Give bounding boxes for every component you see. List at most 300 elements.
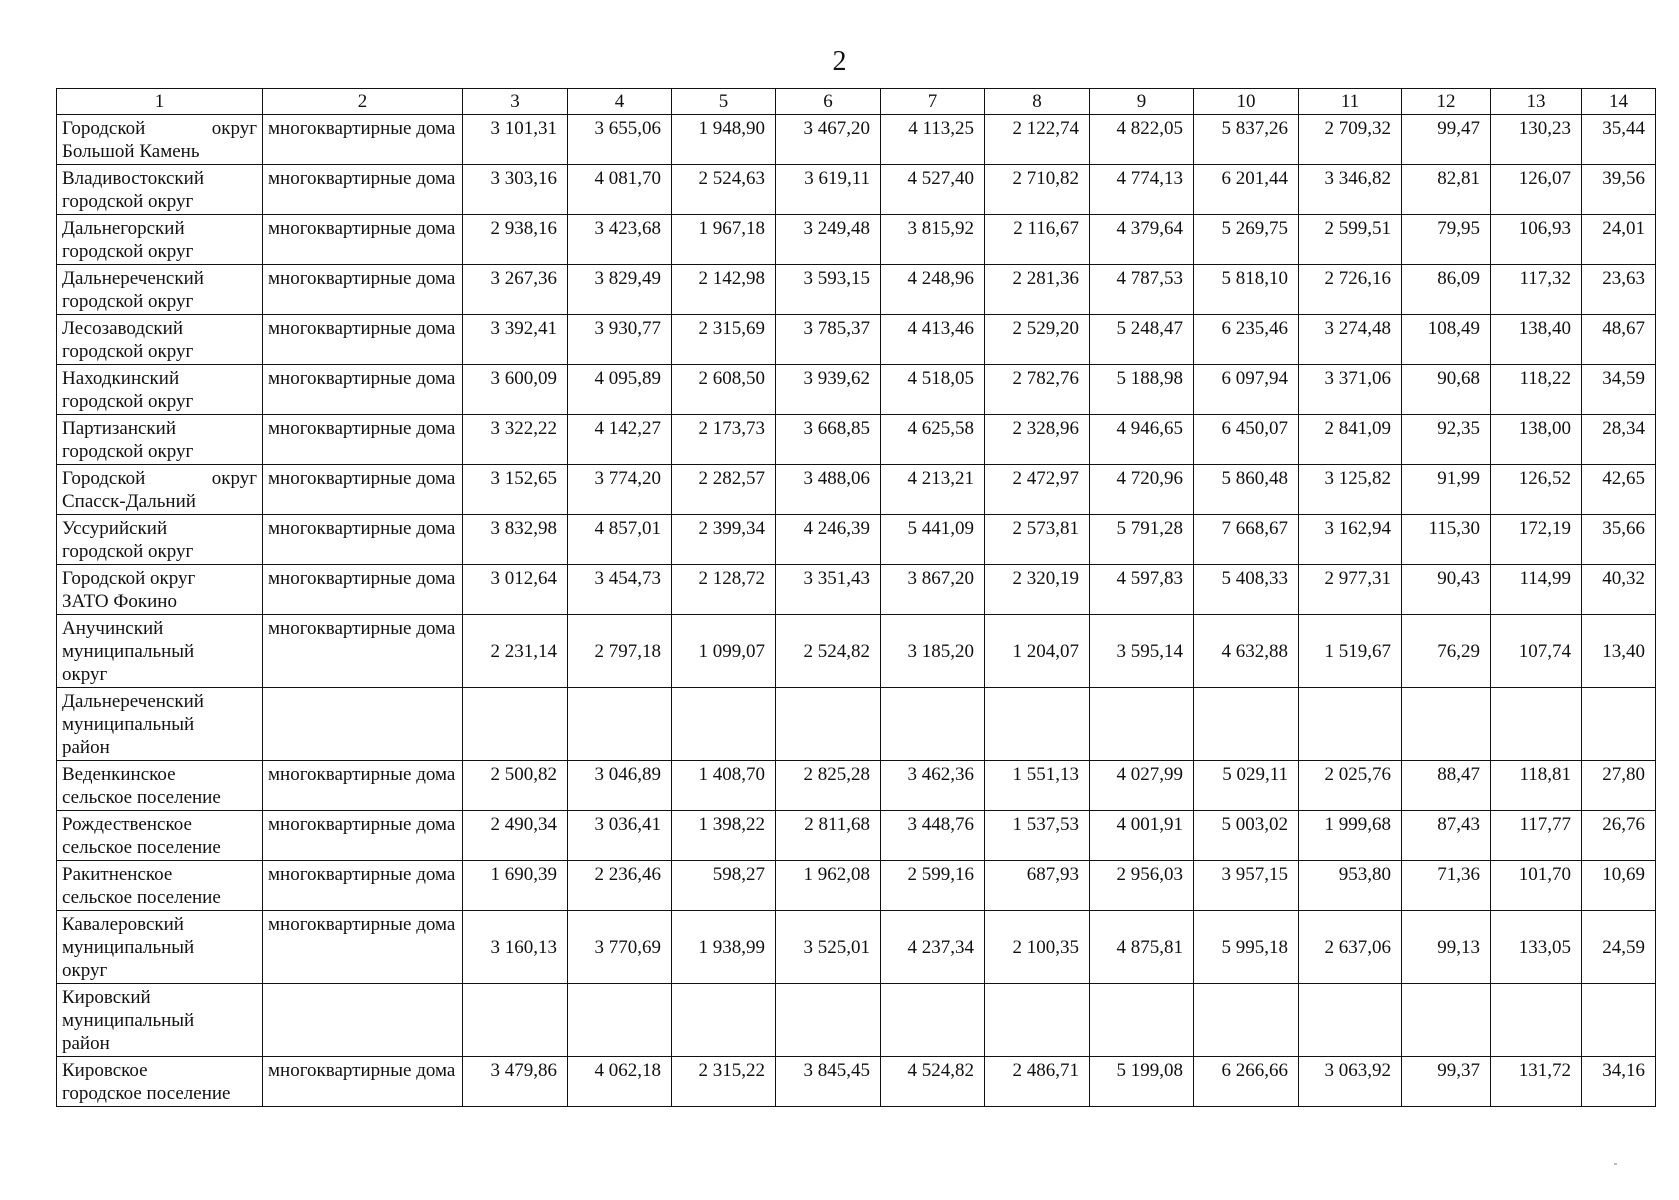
value-cell-col-10: 5 029,11 [1194,761,1299,811]
value-cell-col-7: 3 185,20 [881,615,985,688]
value-cell-col-8: 2 782,76 [985,365,1090,415]
municipality-name-line: Уссурийский [62,518,168,539]
value-cell-col-11: 1 999,68 [1299,811,1402,861]
value-cell-col-10 [1194,688,1299,761]
value-cell-col-7: 4 524,82 [881,1057,985,1107]
value-cell-col-9: 5 248,47 [1090,315,1194,365]
table-row [57,115,1656,165]
value-cell-col-11: 3 274,48 [1299,315,1402,365]
value-cell-col-5: 2 142,98 [672,265,776,315]
value-cell-col-7 [881,688,985,761]
value-cell-col-9: 4 379,64 [1090,215,1194,265]
value-cell-col-8: 2 116,67 [985,215,1090,265]
municipality-name-cell [57,315,263,365]
value-cell-col-13: 117,32 [1491,265,1582,315]
table-row [57,688,1656,761]
value-cell-col-6: 3 351,43 [776,565,881,615]
municipality-name-line: городской округ [62,191,194,212]
value-cell-col-9: 5 199,08 [1090,1057,1194,1107]
value-cell-col-7: 4 113,25 [881,115,985,165]
value-cell-col-14: 23,63 [1582,265,1656,315]
table-row [57,315,1656,365]
value-cell-col-10: 6 235,46 [1194,315,1299,365]
value-cell-col-14: 34,59 [1582,365,1656,415]
value-cell-col-10: 7 668,67 [1194,515,1299,565]
value-cell-col-3: 3 160,13 [463,911,568,984]
value-cell-col-10: 5 269,75 [1194,215,1299,265]
value-cell-col-5: 598,27 [672,861,776,911]
value-cell-col-14: 35,66 [1582,515,1656,565]
tariff-table [56,88,1656,1107]
value-cell-col-9: 4 001,91 [1090,811,1194,861]
value-cell-col-7 [881,984,985,1057]
municipality-name-line: Спасск-Дальний [62,491,196,512]
value-cell-col-11: 3 346,82 [1299,165,1402,215]
value-cell-col-6: 3 488,06 [776,465,881,515]
value-cell-col-9: 4 027,99 [1090,761,1194,811]
value-cell-col-5: 1 408,70 [672,761,776,811]
municipality-name-line: городской округ [62,291,194,312]
value-cell-col-3 [463,984,568,1057]
housing-type-cell [263,984,463,1057]
value-cell-col-13: 138,00 [1491,415,1582,465]
value-cell-col-8: 2 573,81 [985,515,1090,565]
table-row [57,365,1656,415]
value-cell-col-11: 2 977,31 [1299,565,1402,615]
table-header-row [57,89,1656,115]
value-cell-col-5 [672,688,776,761]
header-cell: 2 [263,89,463,115]
value-cell-col-12: 99,13 [1402,911,1491,984]
header-cell: 5 [672,89,776,115]
value-cell-col-3: 2 231,14 [463,615,568,688]
value-cell-col-13: 107,74 [1491,615,1582,688]
value-cell-col-10: 5 003,02 [1194,811,1299,861]
header-cell: 8 [985,89,1090,115]
table-body [57,89,1656,1107]
municipality-name-cell [57,515,263,565]
value-cell-col-13 [1491,688,1582,761]
value-cell-col-6: 3 668,85 [776,415,881,465]
scan-artifact [1614,1163,1617,1165]
value-cell-col-9: 4 720,96 [1090,465,1194,515]
value-cell-col-6: 4 246,39 [776,515,881,565]
value-cell-col-6 [776,688,881,761]
value-cell-col-9: 4 875,81 [1090,911,1194,984]
value-cell-col-11 [1299,984,1402,1057]
value-cell-col-8: 2 529,20 [985,315,1090,365]
value-cell-col-9: 4 597,83 [1090,565,1194,615]
housing-type-cell [263,688,463,761]
municipality-name-cell [57,215,263,265]
value-cell-col-6: 3 249,48 [776,215,881,265]
value-cell-col-13: 126,07 [1491,165,1582,215]
value-cell-col-7: 3 867,20 [881,565,985,615]
value-cell-col-7: 5 441,09 [881,515,985,565]
value-cell-col-5: 2 608,50 [672,365,776,415]
value-cell-col-14: 26,76 [1582,811,1656,861]
value-cell-col-9 [1090,688,1194,761]
municipality-name-line: район [62,737,110,758]
value-cell-col-14: 39,56 [1582,165,1656,215]
value-cell-col-11: 953,80 [1299,861,1402,911]
table-row [57,465,1656,515]
value-cell-col-3: 3 392,41 [463,315,568,365]
value-cell-col-12: 88,47 [1402,761,1491,811]
value-cell-col-13: 138,40 [1491,315,1582,365]
municipality-name-cell [57,465,263,515]
value-cell-col-7: 4 518,05 [881,365,985,415]
value-cell-col-6: 3 593,15 [776,265,881,315]
value-cell-col-6: 2 524,82 [776,615,881,688]
value-cell-col-5: 2 173,73 [672,415,776,465]
value-cell-col-13: 118,22 [1491,365,1582,415]
value-cell-col-8: 2 486,71 [985,1057,1090,1107]
municipality-name-line: район [62,1033,110,1054]
municipality-name-line: муниципальный [62,714,195,735]
housing-type-cell: многоквартирные дома [263,465,463,515]
value-cell-col-11: 2 599,51 [1299,215,1402,265]
value-cell-col-6: 3 467,20 [776,115,881,165]
value-cell-col-12: 115,30 [1402,515,1491,565]
value-cell-col-5: 2 524,63 [672,165,776,215]
value-cell-col-12: 76,29 [1402,615,1491,688]
municipality-name-line: ЗАТО Фокино [62,591,177,612]
value-cell-col-4: 4 081,70 [568,165,672,215]
municipality-name-line: Кировское [62,1060,148,1081]
value-cell-col-12: 79,95 [1402,215,1491,265]
value-cell-col-9: 4 787,53 [1090,265,1194,315]
value-cell-col-13: 126,52 [1491,465,1582,515]
municipality-name-line: округ [62,960,108,981]
housing-type-cell: многоквартирные дома [263,811,463,861]
value-cell-col-10: 6 201,44 [1194,165,1299,215]
municipality-name-cell [57,761,263,811]
municipality-name-line: Большой Камень [62,141,200,162]
value-cell-col-9: 5 791,28 [1090,515,1194,565]
municipality-name-line: Рождественское [62,814,192,835]
municipality-name-line: Веденкинское [62,764,176,785]
housing-type-cell: многоквартирные дома [263,115,463,165]
municipality-name-line: Дальнереченский [62,691,204,712]
value-cell-col-14: 13,40 [1582,615,1656,688]
value-cell-col-13: 101,70 [1491,861,1582,911]
value-cell-col-8: 1 537,53 [985,811,1090,861]
value-cell-col-7: 3 462,36 [881,761,985,811]
value-cell-col-7: 4 213,21 [881,465,985,515]
value-cell-col-5: 1 967,18 [672,215,776,265]
header-cell: 6 [776,89,881,115]
value-cell-col-13: 133,05 [1491,911,1582,984]
value-cell-col-8: 2 100,35 [985,911,1090,984]
value-cell-col-13: 130,23 [1491,115,1582,165]
value-cell-col-10: 4 632,88 [1194,615,1299,688]
value-cell-col-4: 3 046,89 [568,761,672,811]
value-cell-col-10: 3 957,15 [1194,861,1299,911]
municipality-name-cell [57,861,263,911]
table-row [57,165,1656,215]
value-cell-col-4: 2 797,18 [568,615,672,688]
header-cell: 1 [57,89,263,115]
value-cell-col-5: 1 099,07 [672,615,776,688]
municipality-name-cell [57,265,263,315]
value-cell-col-6: 2 825,28 [776,761,881,811]
municipality-name-line: муниципальный [62,937,195,958]
municipality-name-cell [57,115,263,165]
value-cell-col-6: 3 785,37 [776,315,881,365]
value-cell-col-3: 2 938,16 [463,215,568,265]
housing-type-cell: многоквартирные дома [263,165,463,215]
municipality-name-cell [57,911,263,984]
value-cell-col-3: 1 690,39 [463,861,568,911]
value-cell-col-3: 3 322,22 [463,415,568,465]
value-cell-col-14: 42,65 [1582,465,1656,515]
housing-type-cell: многоквартирные дома [263,1057,463,1107]
value-cell-col-13: 131,72 [1491,1057,1582,1107]
value-cell-col-10: 6 450,07 [1194,415,1299,465]
value-cell-col-10: 5 408,33 [1194,565,1299,615]
value-cell-col-14 [1582,984,1656,1057]
municipality-name-line: Кавалеровский [62,914,184,935]
value-cell-col-13: 118,81 [1491,761,1582,811]
municipality-name-line: городской округ [62,391,194,412]
municipality-name-cell [57,415,263,465]
municipality-name-cell [57,165,263,215]
value-cell-col-14 [1582,688,1656,761]
value-cell-col-11: 3 162,94 [1299,515,1402,565]
table-row [57,515,1656,565]
value-cell-col-12: 90,68 [1402,365,1491,415]
value-cell-col-3: 3 152,65 [463,465,568,515]
value-cell-col-10: 5 837,26 [1194,115,1299,165]
municipality-name-line: Городской округ [62,568,196,589]
municipality-name-cell [57,365,263,415]
value-cell-col-6: 1 962,08 [776,861,881,911]
value-cell-col-6: 3 619,11 [776,165,881,215]
municipality-name-line: Владивостокский [62,168,204,189]
header-cell: 14 [1582,89,1656,115]
value-cell-col-12: 87,43 [1402,811,1491,861]
municipality-name-cell [57,811,263,861]
value-cell-col-9: 4 946,65 [1090,415,1194,465]
value-cell-col-8: 2 281,36 [985,265,1090,315]
municipality-name-line: Анучинский [62,618,164,639]
value-cell-col-5: 2 315,22 [672,1057,776,1107]
header-cell: 4 [568,89,672,115]
value-cell-col-12: 108,49 [1402,315,1491,365]
value-cell-col-12: 99,37 [1402,1057,1491,1107]
value-cell-col-4: 2 236,46 [568,861,672,911]
value-cell-col-5: 1 938,99 [672,911,776,984]
value-cell-col-13: 117,77 [1491,811,1582,861]
value-cell-col-14: 40,32 [1582,565,1656,615]
value-cell-col-4: 4 095,89 [568,365,672,415]
value-cell-col-10: 5 995,18 [1194,911,1299,984]
value-cell-col-3 [463,688,568,761]
value-cell-col-6: 3 525,01 [776,911,881,984]
value-cell-col-3: 2 500,82 [463,761,568,811]
table-row [57,615,1656,688]
value-cell-col-4: 4 142,27 [568,415,672,465]
municipality-name-cell [57,565,263,615]
housing-type-cell: многоквартирные дома [263,515,463,565]
value-cell-col-3: 3 600,09 [463,365,568,415]
municipality-name-line: Дальнереченский [62,268,204,289]
value-cell-col-5: 2 315,69 [672,315,776,365]
value-cell-col-9: 3 595,14 [1090,615,1194,688]
value-cell-col-13 [1491,984,1582,1057]
housing-type-cell: многоквартирные дома [263,315,463,365]
value-cell-col-14: 24,01 [1582,215,1656,265]
municipality-name-cell [57,1057,263,1107]
municipality-name-line: Дальнегорский [62,218,185,239]
value-cell-col-8: 1 551,13 [985,761,1090,811]
value-cell-col-14: 28,34 [1582,415,1656,465]
value-cell-col-4: 3 829,49 [568,265,672,315]
value-cell-col-8: 2 122,74 [985,115,1090,165]
value-cell-col-14: 24,59 [1582,911,1656,984]
value-cell-col-10: 5 860,48 [1194,465,1299,515]
housing-type-cell: многоквартирные дома [263,365,463,415]
header-cell: 9 [1090,89,1194,115]
header-cell: 7 [881,89,985,115]
municipality-name-line: сельское поселение [62,887,221,908]
header-cell: 11 [1299,89,1402,115]
housing-type-cell: многоквартирные дома [263,565,463,615]
value-cell-col-6: 3 939,62 [776,365,881,415]
value-cell-col-4 [568,984,672,1057]
municipality-name-line: округ [62,664,108,685]
value-cell-col-8 [985,688,1090,761]
value-cell-col-6: 3 845,45 [776,1057,881,1107]
housing-type-cell: многоквартирные дома [263,215,463,265]
municipality-name-line: Партизанский [62,418,176,439]
value-cell-col-12: 71,36 [1402,861,1491,911]
municipality-name-line: Ракитненское [62,864,173,885]
table-row [57,861,1656,911]
value-cell-col-7: 4 527,40 [881,165,985,215]
value-cell-col-11: 2 709,32 [1299,115,1402,165]
table-row [57,911,1656,984]
value-cell-col-4: 3 036,41 [568,811,672,861]
housing-type-cell: многоквартирные дома [263,265,463,315]
municipality-name-line: муниципальный [62,641,195,662]
value-cell-col-9: 2 956,03 [1090,861,1194,911]
value-cell-col-14: 48,67 [1582,315,1656,365]
value-cell-col-12: 92,35 [1402,415,1491,465]
municipality-name-line: сельское поселение [62,787,221,808]
value-cell-col-3: 3 012,64 [463,565,568,615]
municipality-name-line: Городской округ [62,468,257,489]
table-row [57,1057,1656,1107]
housing-type-cell: многоквартирные дома [263,415,463,465]
value-cell-col-12 [1402,984,1491,1057]
value-cell-col-14: 10,69 [1582,861,1656,911]
municipality-name-cell [57,615,263,688]
value-cell-col-5: 2 128,72 [672,565,776,615]
value-cell-col-5: 1 398,22 [672,811,776,861]
value-cell-col-8: 2 710,82 [985,165,1090,215]
housing-type-cell: многоквартирные дома [263,615,463,688]
value-cell-col-13: 172,19 [1491,515,1582,565]
header-cell: 10 [1194,89,1299,115]
value-cell-col-4: 3 774,20 [568,465,672,515]
value-cell-col-9: 4 822,05 [1090,115,1194,165]
value-cell-col-11: 2 025,76 [1299,761,1402,811]
municipality-name-line: Находкинский [62,368,180,389]
value-cell-col-14: 27,80 [1582,761,1656,811]
header-cell: 3 [463,89,568,115]
municipality-name-line: Городской округ [62,118,257,139]
value-cell-col-11: 3 063,92 [1299,1057,1402,1107]
value-cell-col-11: 3 371,06 [1299,365,1402,415]
value-cell-col-12: 82,81 [1402,165,1491,215]
value-cell-col-4 [568,688,672,761]
value-cell-col-12: 91,99 [1402,465,1491,515]
municipality-name-line: сельское поселение [62,837,221,858]
municipality-name-line: Лесозаводский [62,318,183,339]
municipality-name-line: городское поселение [62,1083,231,1104]
value-cell-col-7: 2 599,16 [881,861,985,911]
municipality-name-line: городской округ [62,541,194,562]
value-cell-col-7: 4 625,58 [881,415,985,465]
value-cell-col-13: 114,99 [1491,565,1582,615]
value-cell-col-8 [985,984,1090,1057]
housing-type-cell: многоквартирные дома [263,911,463,984]
value-cell-col-8: 2 328,96 [985,415,1090,465]
municipality-name-line: муниципальный [62,1010,195,1031]
municipality-name-line: Кировский [62,987,151,1008]
value-cell-col-10: 6 266,66 [1194,1057,1299,1107]
value-cell-col-7: 4 248,96 [881,265,985,315]
value-cell-col-8: 2 320,19 [985,565,1090,615]
value-cell-col-10: 5 818,10 [1194,265,1299,315]
value-cell-col-3: 2 490,34 [463,811,568,861]
value-cell-col-3: 3 101,31 [463,115,568,165]
housing-type-cell: многоквартирные дома [263,761,463,811]
value-cell-col-11: 2 726,16 [1299,265,1402,315]
value-cell-col-11 [1299,688,1402,761]
municipality-name-cell [57,688,263,761]
value-cell-col-10: 6 097,94 [1194,365,1299,415]
value-cell-col-7: 3 448,76 [881,811,985,861]
page-number: 2 [832,46,847,77]
value-cell-col-3: 3 479,86 [463,1057,568,1107]
municipality-name-line: городской округ [62,241,194,262]
municipality-name-line: городской округ [62,341,194,362]
value-cell-col-4: 3 930,77 [568,315,672,365]
value-cell-col-13: 106,93 [1491,215,1582,265]
value-cell-col-7: 4 237,34 [881,911,985,984]
value-cell-col-11: 2 841,09 [1299,415,1402,465]
value-cell-col-5 [672,984,776,1057]
value-cell-col-8: 687,93 [985,861,1090,911]
value-cell-col-12 [1402,688,1491,761]
value-cell-col-4: 3 454,73 [568,565,672,615]
housing-type-cell: многоквартирные дома [263,861,463,911]
value-cell-col-4: 3 423,68 [568,215,672,265]
value-cell-col-12: 86,09 [1402,265,1491,315]
value-cell-col-8: 1 204,07 [985,615,1090,688]
value-cell-col-4: 3 655,06 [568,115,672,165]
municipality-name-line: городской округ [62,441,194,462]
table-row [57,811,1656,861]
value-cell-col-9 [1090,984,1194,1057]
value-cell-col-3: 3 267,36 [463,265,568,315]
value-cell-col-5: 2 282,57 [672,465,776,515]
value-cell-col-10 [1194,984,1299,1057]
value-cell-col-11: 3 125,82 [1299,465,1402,515]
